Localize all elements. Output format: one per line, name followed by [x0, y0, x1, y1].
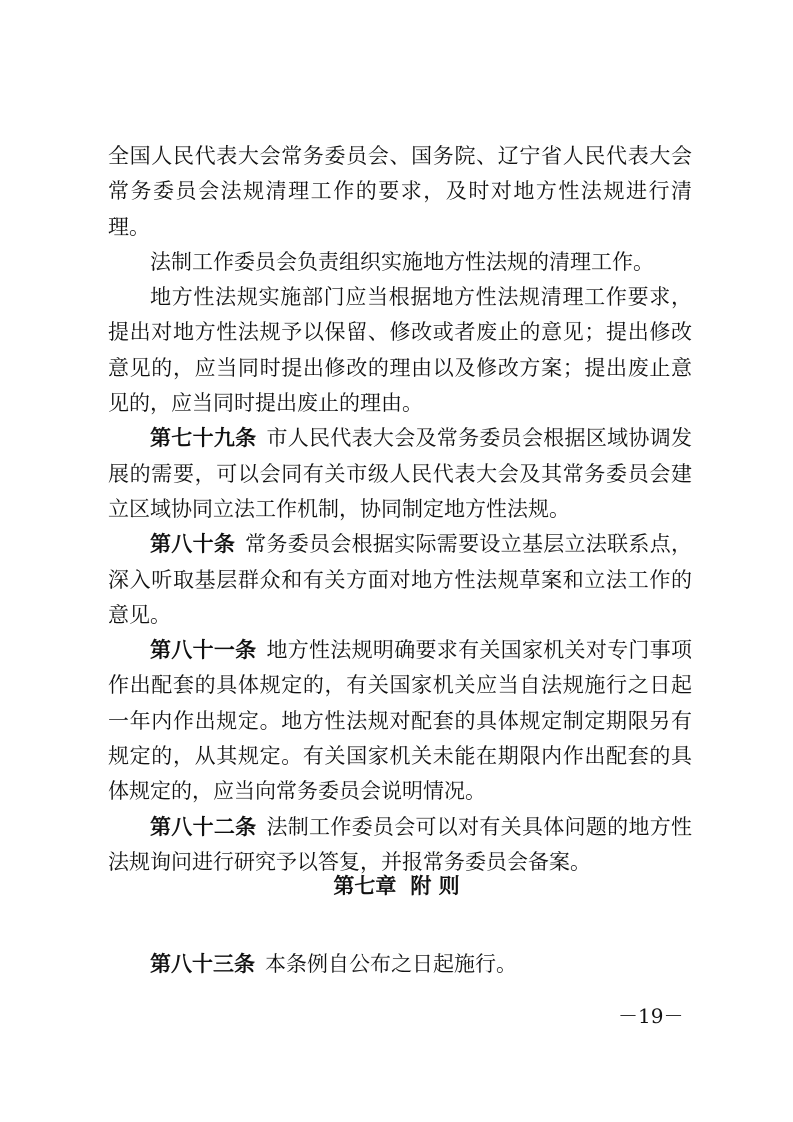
article-81: [108, 633, 692, 809]
paragraph-text: 市人民代表大会及常务委员会根据区域协调发展的需要，可以会同有关市级人民代表大会及其常务委员会建立区域协同立法工作机制，协同制定地方性法规。: [108, 426, 693, 521]
article-number: 第八十条: [150, 532, 236, 557]
article-number: 第八十三条: [150, 952, 255, 976]
paragraph-text: 常务委员会根据实际需要设立基层立法联系点，深入听取基层群众和有关方面对地方性法规草案和立法工作的意见。: [108, 532, 693, 627]
article-83: [150, 949, 517, 979]
paragraph-text: 全国人民代表大会常务委员会、国务院、辽宁省人民代表大会常务委员会法规清理工作的要求，及时对地方性法规进行清理。: [108, 144, 692, 239]
article-number: 第八十二条: [150, 814, 257, 839]
paragraph-text: 法制工作委员会负责组织实施地方性法规的清理工作。: [150, 249, 654, 274]
chapter-heading: [0, 871, 793, 901]
paragraph: [108, 139, 692, 245]
paragraph-text: 地方性法规实施部门应当根据地方性法规清理工作要求，提出对地方性法规予以保留、修改或者废止的意见；提出修改意见的，应当同时提出修改的理由以及修改方案；提出废止意见的，应当同时提出废止的理由。: [108, 285, 692, 416]
body-text: [108, 139, 692, 880]
paragraph-text: 本条例自公布之日起施行。: [265, 952, 517, 976]
chapter-number: 第七章: [333, 874, 397, 898]
article-82: [108, 810, 692, 881]
article-79: [108, 421, 692, 527]
paragraph: [108, 280, 692, 421]
page-number: －19－: [618, 1004, 684, 1028]
chapter-title: 附 则: [410, 874, 460, 898]
article-number: 第八十一条: [150, 638, 257, 663]
article-number: 第七十九条: [150, 426, 257, 451]
paragraph: [108, 245, 692, 280]
article-80: [108, 527, 692, 633]
paragraph-text: 地方性法规明确要求有关国家机关对专门事项作出配套的具体规定的，有关国家机关应当自法规施行之日起一年内作出规定。地方性法规对配套的具体规定制定期限另有规定的，从其规定。有关国家机关未能在期限内作出配套的具体规定的，应当向常务委员会说明情况。: [108, 638, 693, 804]
paragraph-text: 法制工作委员会可以对有关具体问题的地方性法规询问进行研究予以答复，并报常务委员会备案。: [108, 814, 693, 874]
